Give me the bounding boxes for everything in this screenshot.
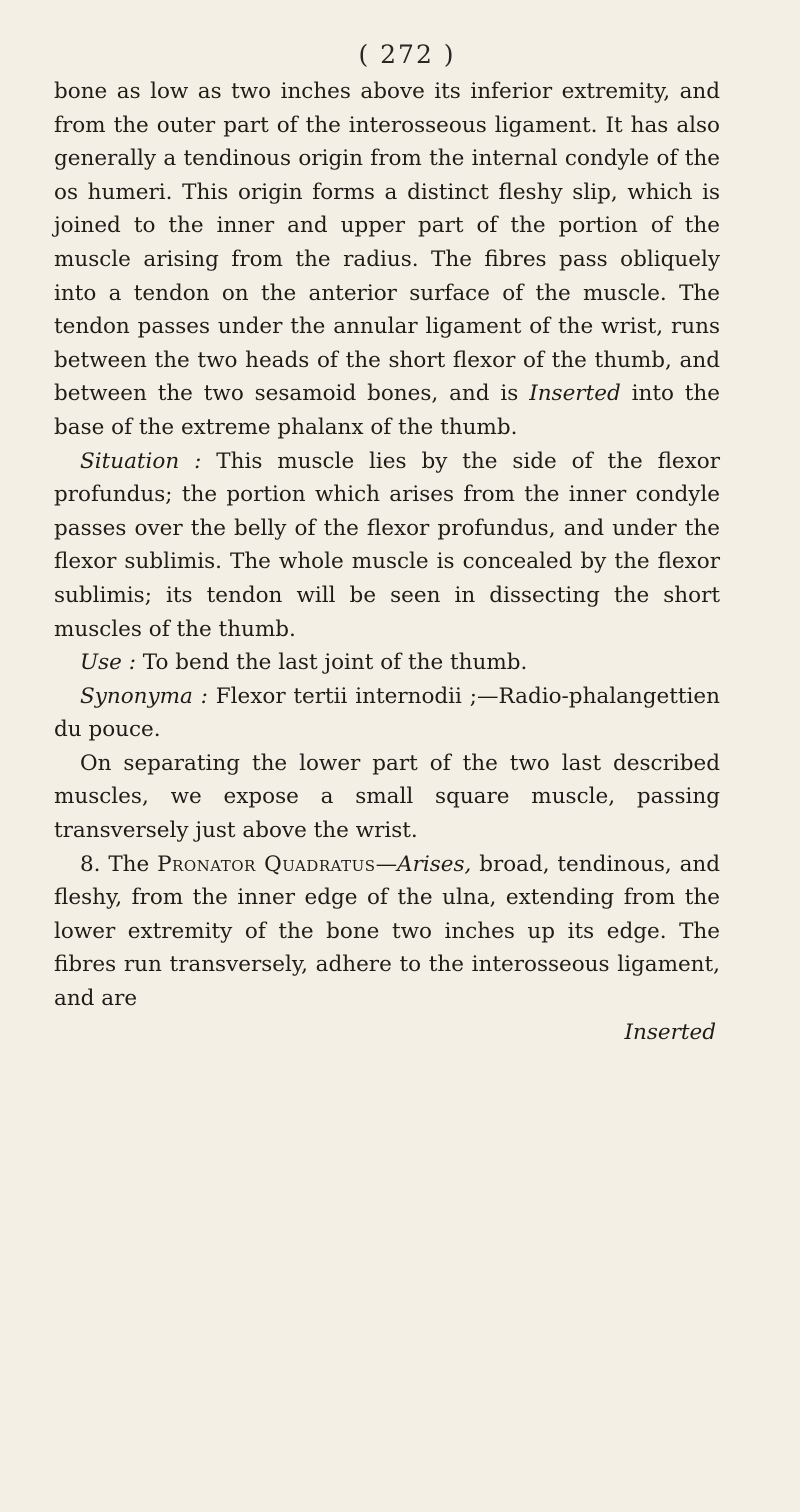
paragraph-separating: On separating the lower part of the two last described muscles, we expose a small square muscle, passing transversely just above the wrist. — [54, 750, 720, 844]
paragraph-text: bone as low as two inches above its inferior extremity, and from the outer part of the interosseous ligament. It has also generally a tendinous origin from the internal condyle of the os humeri. This origin forms a distinct fleshy slip, which is joined to the inner and upper part of the portion of the muscle arising from the radius. The fibres pass obliquely into a tendon on the anterior surface of the muscle. The tendon passes under the annular ligament of the wrist, runs between the two heads of the short flexor of the thumb, and between the two sesamoid bones, and is — [54, 79, 720, 407]
page-number: ( 272 ) — [358, 40, 456, 69]
muscle-name: Pronator Quadratus — [157, 851, 376, 877]
situation-label: Situation : — [80, 448, 202, 474]
section-number: 8. The — [80, 851, 158, 877]
situation-text: This muscle lies by the side of the flexor profundus; the portion which arises from the inner condyle passes over the belly of the flexor profundus, and under the flexor sublimis. The whole muscle is concealed by the flexor sublimis; its tendon will be seen in dissecting the short muscles of the thumb. — [54, 448, 720, 642]
synonyma-label: Synonyma : — [80, 683, 208, 709]
pronator-text: broad, tendinous, and fleshy, from the inner edge of the ulna, extending from the lower extremity of the bone two inches up its edge. The fibres run transversely, adhere to the interosseous ligament, and are — [54, 851, 720, 1012]
use-text: To bend the last joint of the thumb. — [135, 650, 528, 676]
catchword: Inserted — [624, 1019, 716, 1045]
paragraph-situation — [54, 445, 720, 647]
inserted-text: into the base of the extreme phalanx of the thumb. — [54, 381, 720, 440]
paragraph-pronator-quadratus — [54, 848, 720, 1016]
arises-label: Arises, — [397, 851, 472, 877]
paragraph-use — [54, 646, 720, 680]
use-label: Use : — [80, 650, 136, 676]
synonyma-text: Flexor tertii internodii ;—Radio-phalangettien du pouce. — [54, 683, 720, 743]
dash: — — [375, 851, 398, 877]
paragraph-insertion — [54, 75, 720, 445]
inserted-label: Inserted — [529, 381, 621, 407]
paragraph-synonyma — [54, 680, 720, 747]
